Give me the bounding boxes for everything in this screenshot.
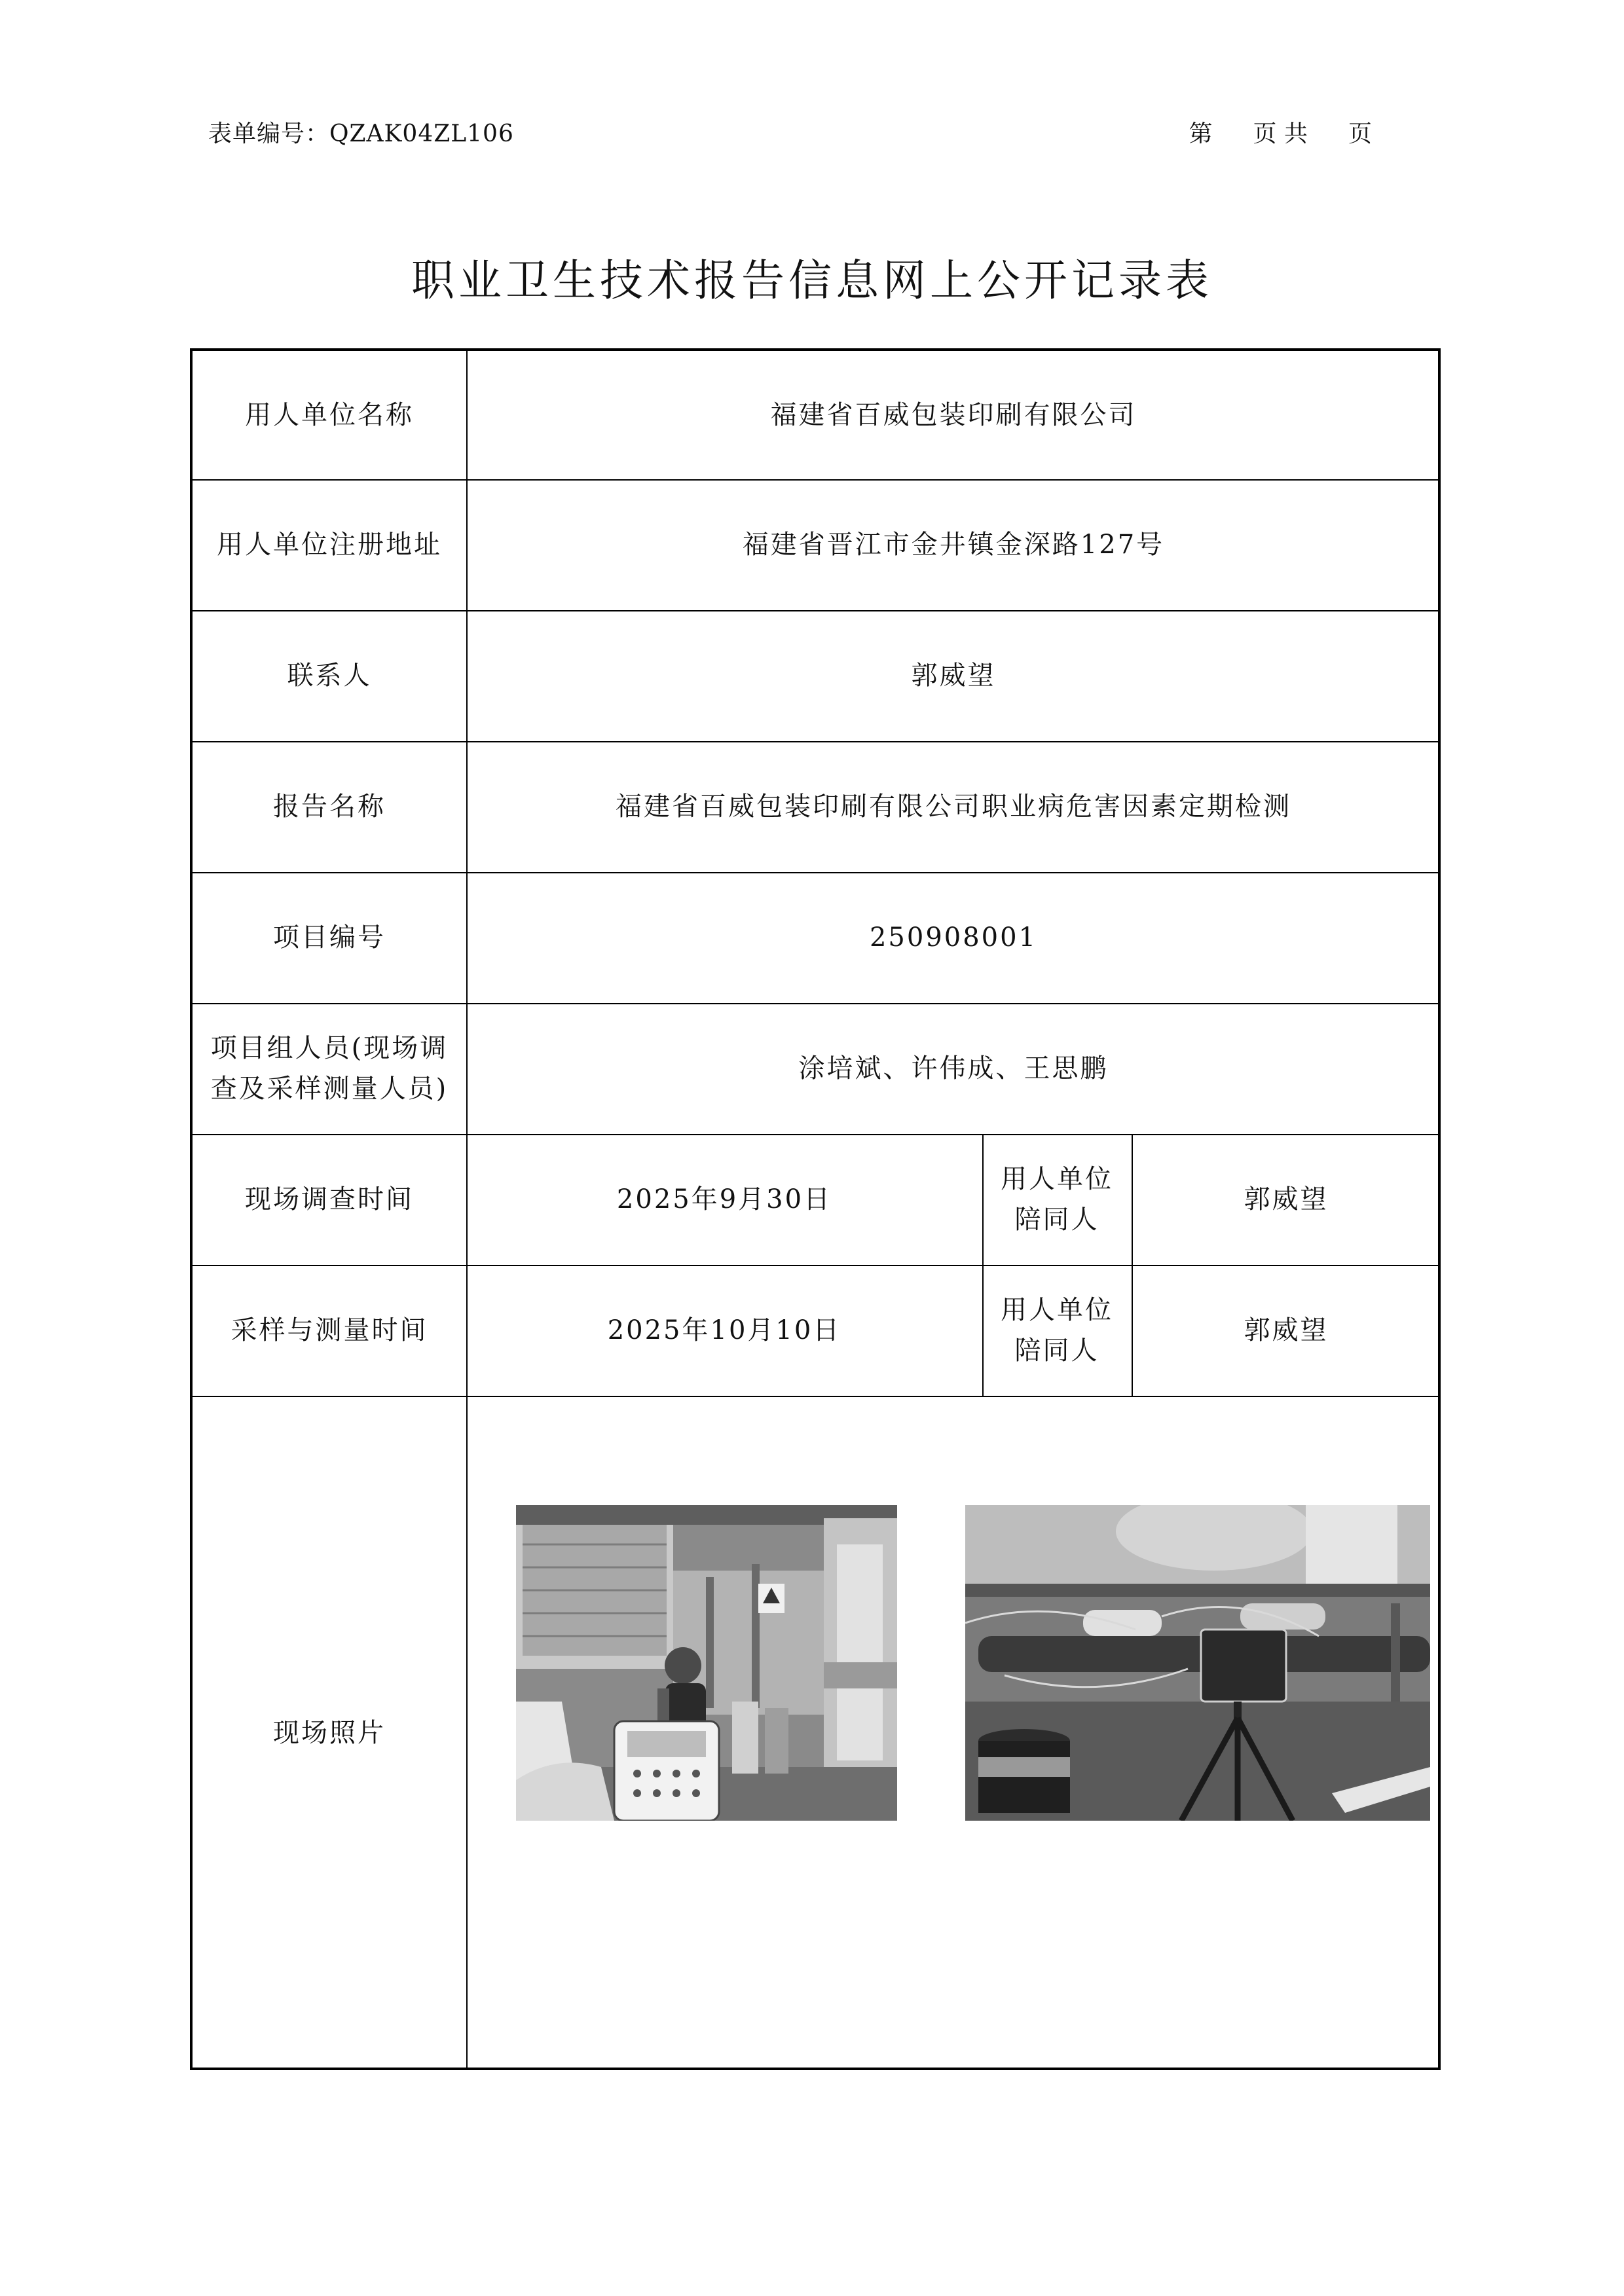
employer-address-label: 用人单位注册地址 [217,530,442,560]
sampling-companion-label-line1: 用人单位 [1001,1295,1113,1325]
page-counter [1189,115,1372,149]
document-title: 职业卫生技术报告信息网上公开记录表 [411,255,1213,306]
employer-name-value: 福建省百威包装印刷有限公司 [770,400,1137,430]
form-number: 表单编号：QZAK04ZL106 [208,120,514,147]
site-photo-worker [516,1505,897,1821]
page-ye: 页 [1348,120,1372,147]
employer-address-value: 福建省晋江市金井镇金深路127号 [742,530,1165,560]
report-name-label: 报告名称 [273,792,386,822]
site-photo-equipment [965,1505,1430,1821]
team-label [193,1003,466,1134]
project-number-label: 项目编号 [273,922,386,953]
sampling-companion-value: 郭威望 [1244,1315,1329,1345]
sampling-companion-label [982,1265,1132,1396]
team-label-line1: 项目组人员(现场调 [210,1033,449,1063]
sampling-companion-label-line2: 陪同人 [1014,1336,1099,1366]
record-table [190,348,1441,2070]
survey-companion-label [982,1134,1132,1265]
sampling-time-value: 2025年10月10日 [607,1315,841,1345]
survey-companion-value: 郭威望 [1244,1184,1329,1214]
sampling-time-label: 采样与测量时间 [231,1315,428,1345]
contact-value: 郭威望 [911,661,996,691]
page-ye-gong: 页 共 [1253,120,1308,147]
survey-time-label: 现场调查时间 [245,1184,414,1214]
contact-label: 联系人 [287,661,372,691]
team-value: 涂培斌、许伟成、王思鹏 [798,1053,1109,1084]
team-label-line2: 查及采样测量人员) [210,1074,449,1104]
page-di: 第 [1189,120,1213,147]
employer-name-label: 用人单位名称 [245,400,414,430]
photos-label: 现场照片 [273,1718,386,1748]
survey-time-value: 2025年9月30日 [616,1184,832,1214]
survey-companion-label-line1: 用人单位 [1001,1164,1113,1194]
report-name-value: 福建省百威包装印刷有限公司职业病危害因素定期检测 [616,792,1291,822]
project-number-value: 250908001 [869,922,1038,953]
survey-companion-label-line2: 陪同人 [1014,1205,1099,1235]
